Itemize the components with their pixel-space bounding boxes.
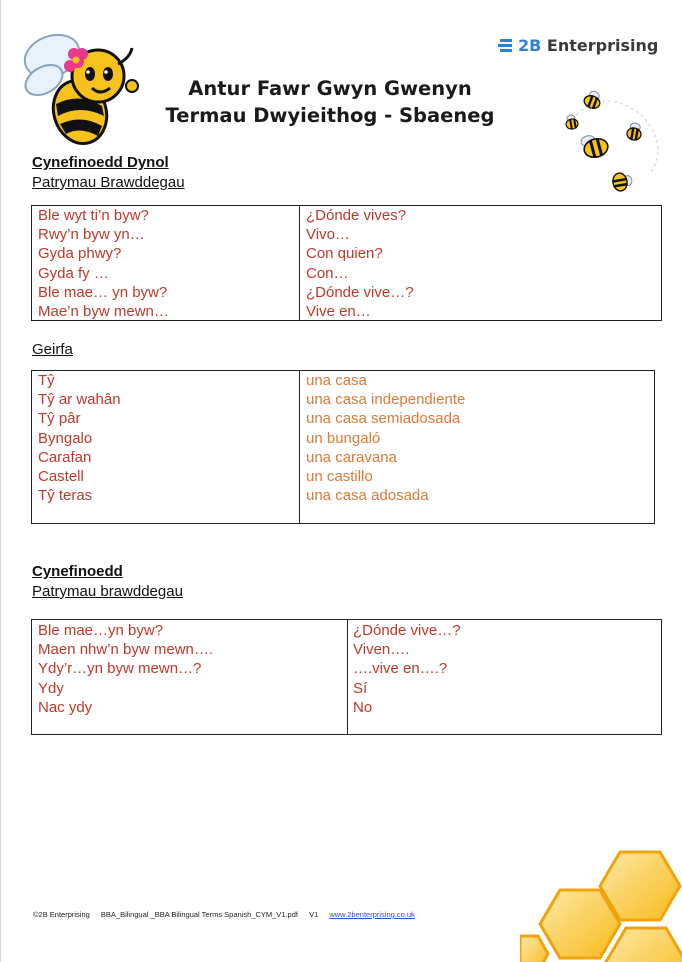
table-cell-welsh: Tŷ teras: [38, 487, 93, 505]
table-cell-spanish: Con quien?: [306, 245, 383, 263]
document-subtitle: Termau Dwyieithog - Sbaeneg: [165, 104, 495, 127]
table-cell-spanish: una casa semiadosada: [306, 410, 461, 428]
table-cell-welsh: Tŷ pâr: [38, 410, 81, 428]
welsh-column: [38, 371, 298, 523]
table-cell-spanish: un castillo: [306, 467, 373, 485]
table-cell-spanish: una casa independiente: [306, 391, 466, 409]
document-title: Antur Fawr Gwyn Gwenyn: [188, 77, 472, 100]
footer-version: V1: [309, 910, 319, 919]
honeycomb-decoration-icon: [520, 850, 682, 962]
table-cell-welsh: Gyda phwy?: [38, 245, 122, 263]
habitats-patterns-table: [31, 619, 662, 735]
table-cell-welsh: Byngalo: [38, 429, 93, 447]
section-subheading-vocabulary: Geirfa: [32, 341, 73, 358]
table-cell-welsh: Ble mae…yn byw?: [38, 622, 164, 639]
table-cell-spanish: ¿Dónde vive…?: [306, 283, 414, 301]
logo-stripes-icon: [498, 34, 516, 56]
table-cell-spanish: Vivo…: [306, 226, 350, 244]
table-cell-spanish: un bungaló: [306, 429, 381, 447]
table-cell-welsh: Rwy’n byw yn…: [38, 226, 145, 244]
table-cell-spanish: ¿Dónde vives?: [306, 207, 407, 224]
vocabulary-table: [31, 370, 655, 524]
table-cell-welsh: Tŷ: [38, 372, 55, 389]
table-cell-spanish: No: [353, 698, 373, 716]
table-cell-welsh: Castell: [38, 467, 84, 485]
logo-text: 2B Enterprising: [518, 35, 659, 55]
table-cell-spanish: una caravana: [306, 448, 397, 466]
page-edge: [0, 0, 1, 962]
column-divider: [299, 206, 300, 320]
section-heading-habitats: Cynefinoedd: [32, 563, 123, 580]
brand-logo: [498, 32, 658, 58]
footer-copyright: ©2B Enterprising: [33, 910, 90, 919]
page-footer: [33, 910, 415, 919]
table-cell-welsh: Gyda fy …: [38, 264, 109, 282]
table-cell-welsh: Tŷ ar wahân: [38, 391, 121, 409]
welsh-column: [38, 206, 298, 320]
table-cell-spanish: Sí: [353, 679, 368, 697]
table-cell-spanish: ….vive en….?: [353, 660, 448, 678]
bee-mascot-icon: [22, 18, 140, 150]
table-cell-welsh: Mae’n byw mewn…: [38, 302, 169, 320]
table-cell-welsh: Ble mae… yn byw?: [38, 283, 168, 301]
welsh-column: [38, 621, 338, 734]
table-cell-welsh: Ydy’r…yn byw mewn…?: [38, 660, 202, 678]
sentence-patterns-table: [31, 205, 662, 321]
table-cell-welsh: Maen nhw’n byw mewn….: [38, 641, 214, 659]
table-cell-spanish: ¿Dónde vive…?: [353, 622, 461, 639]
section-subheading-sentence-patterns-2: Patrymau brawddegau: [32, 583, 183, 600]
table-cell-spanish: Viven….: [353, 641, 410, 659]
spanish-column: [353, 621, 653, 734]
section-heading-human-habitats: Cynefinoedd Dynol: [32, 154, 169, 171]
table-cell-welsh: Ble wyt ti’n byw?: [38, 207, 149, 224]
table-cell-spanish: Con…: [306, 264, 349, 282]
table-cell-spanish: una casa: [306, 372, 367, 389]
table-cell-spanish: una casa adosada: [306, 487, 429, 505]
spanish-column: [306, 206, 656, 320]
table-cell-welsh: Nac ydy: [38, 698, 93, 716]
column-divider: [347, 620, 348, 734]
section-subheading-sentence-patterns: Patrymau Brawddegau: [32, 174, 185, 191]
column-divider: [299, 371, 300, 523]
footer-website-link[interactable]: www.2benterprising.co.uk: [329, 910, 415, 919]
table-cell-welsh: Carafan: [38, 448, 92, 466]
footer-filename: BBA_Bilingual _BBA Bilingual Terms Spanish_CYM_V1.pdf: [100, 910, 298, 919]
spanish-column: [306, 371, 646, 523]
table-cell-spanish: Vive en…: [306, 302, 371, 320]
table-cell-welsh: Ydy: [38, 679, 64, 697]
bees-decoration-icon: [560, 84, 682, 202]
